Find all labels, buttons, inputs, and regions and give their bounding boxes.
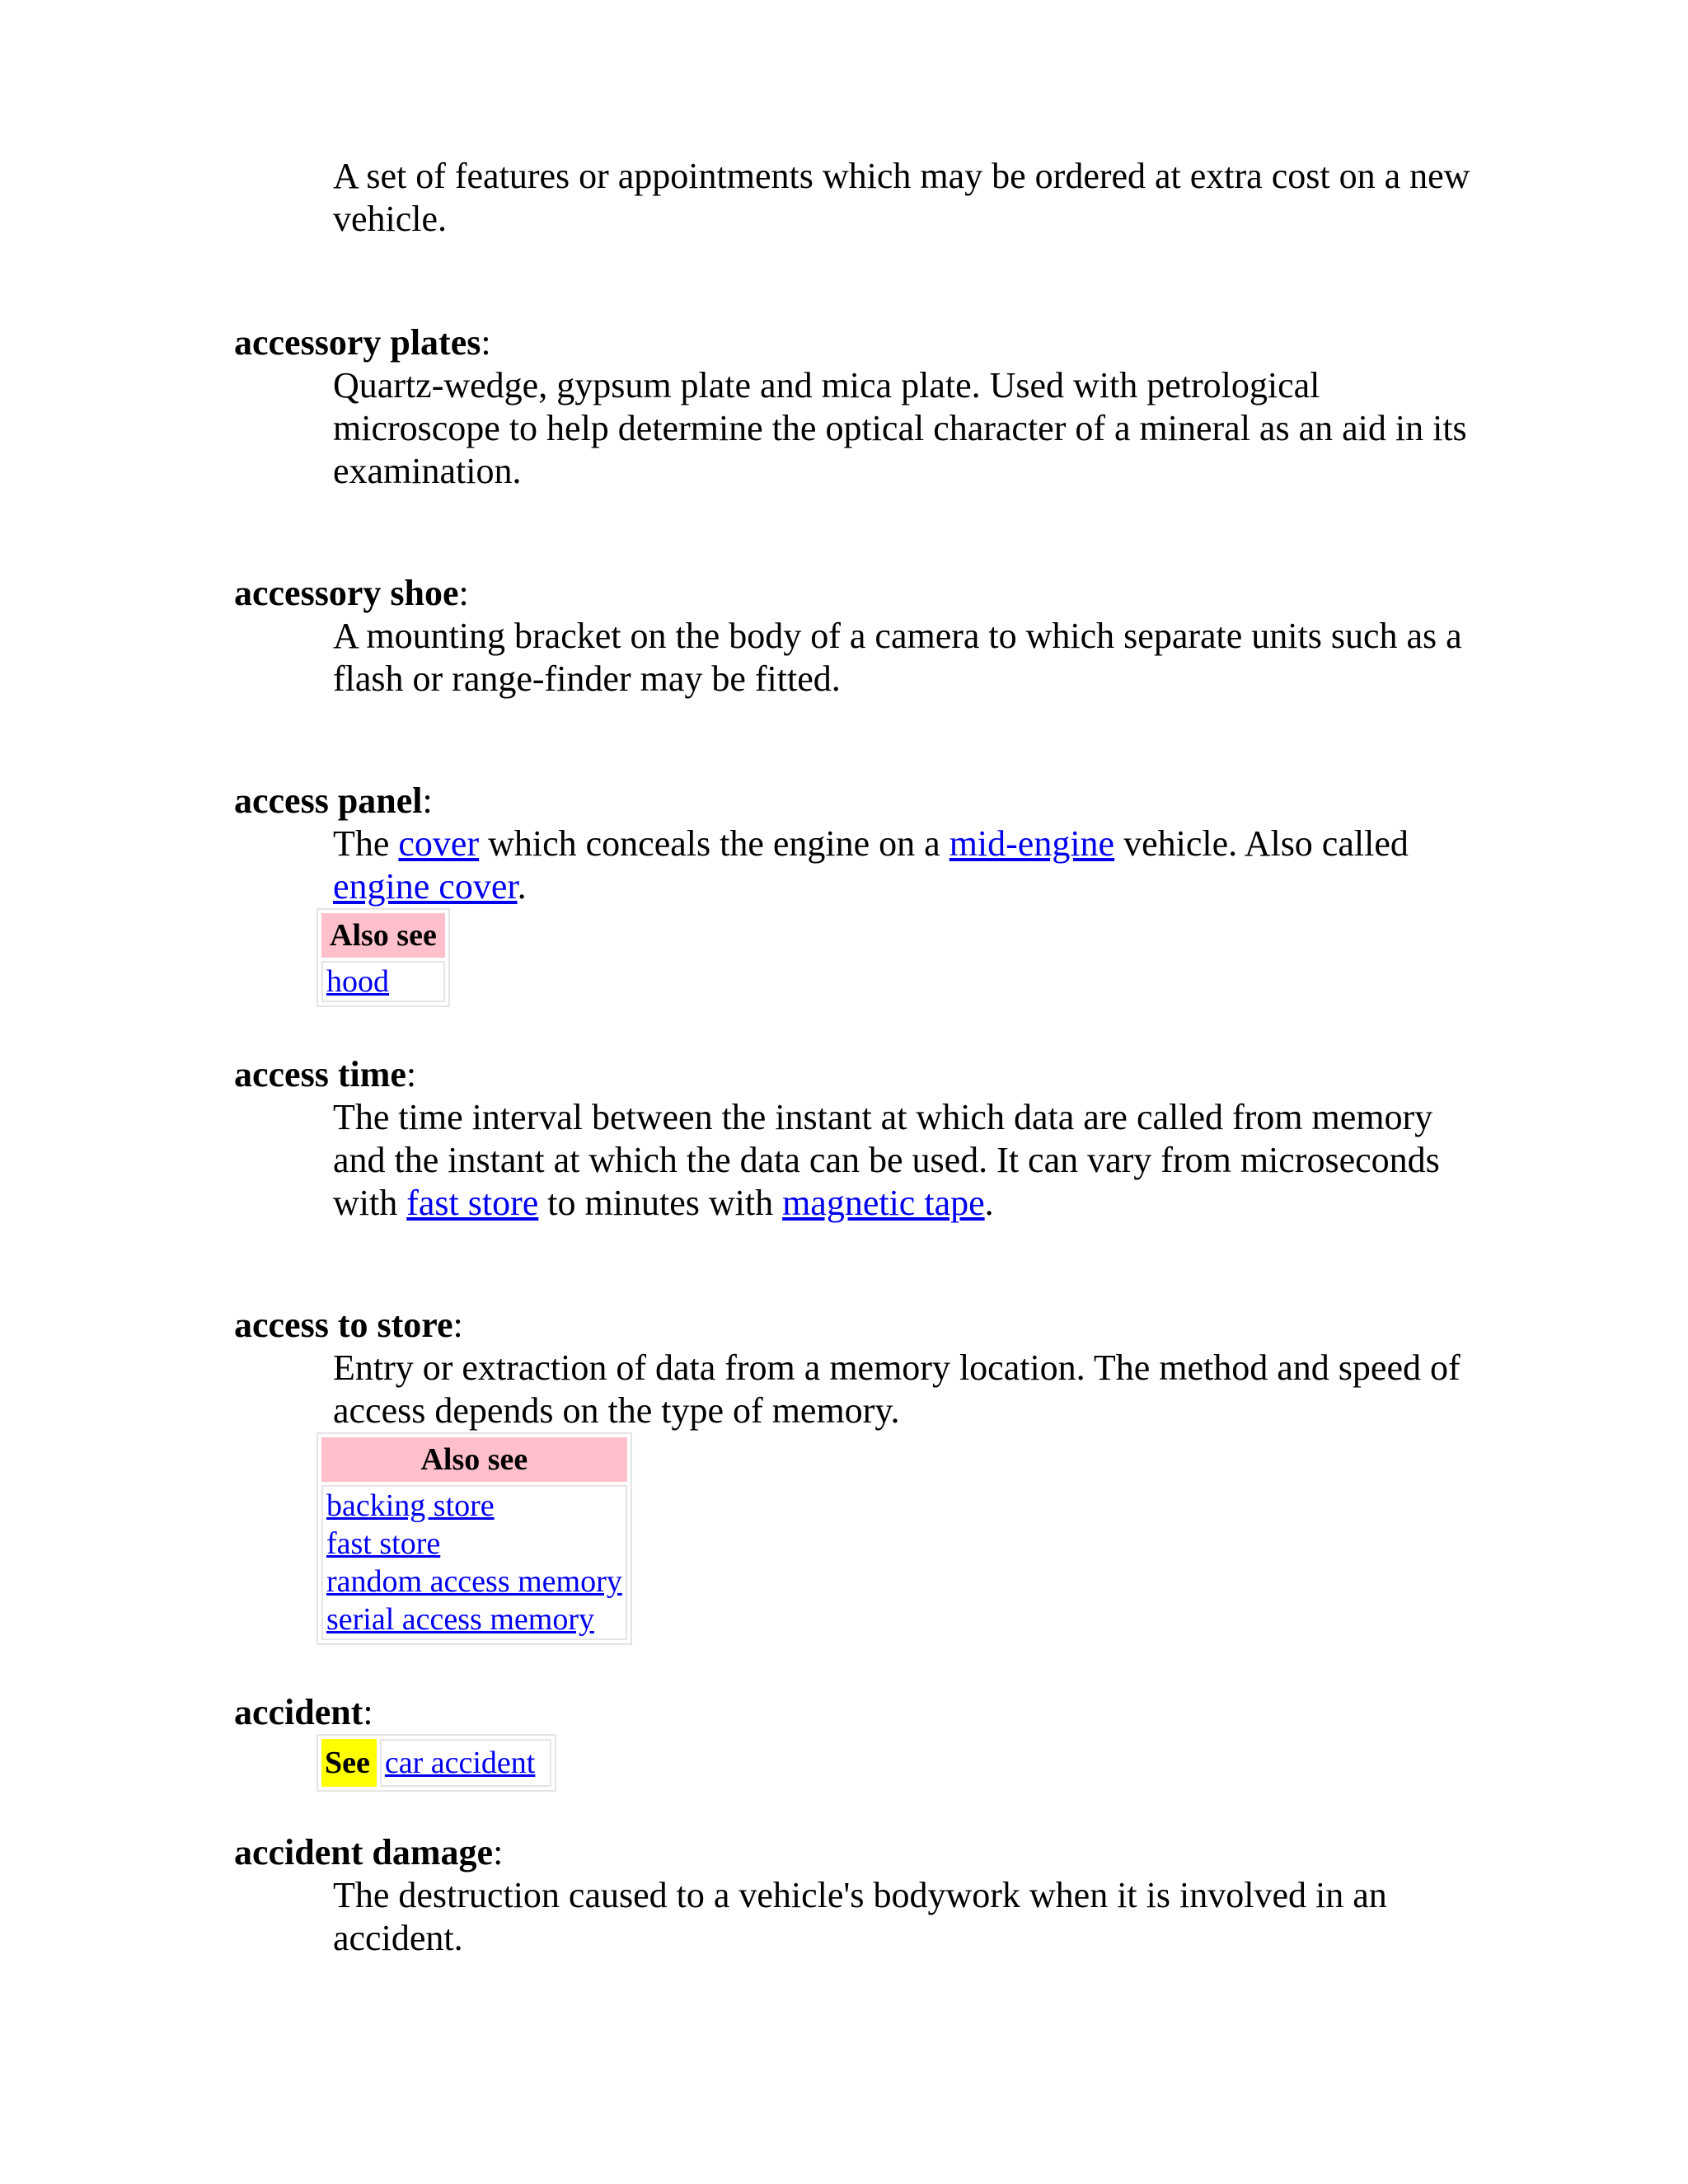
definition <box>333 364 1470 493</box>
glossary-entry <box>234 780 1470 1007</box>
definition <box>333 1096 1470 1225</box>
glossary-entry <box>234 1053 1470 1225</box>
definition <box>333 1874 1470 1960</box>
term-line: accessory shoe: <box>234 573 469 613</box>
also-see-list <box>321 961 445 1002</box>
definition-text: Entry or extraction of data from a memory location. The method and speed of access depends on the type of memory. <box>333 1347 1461 1431</box>
definition-text: The time interval between the instant at which data are called from memory and the instant at which the data can be used. It can vary from microseconds with <box>333 1097 1440 1223</box>
term: accessory shoe <box>234 573 459 613</box>
definition-text: to minutes with <box>538 1183 783 1223</box>
see-target-cell <box>380 1739 551 1787</box>
also-see-link-serial-access-memory[interactable]: serial access memory <box>326 1602 594 1637</box>
term-line: access time: <box>234 1054 417 1094</box>
also-see-header: Also see <box>321 913 445 958</box>
glossary-entry <box>234 1831 1470 1960</box>
see-label: See <box>321 1739 377 1787</box>
definition-text: The <box>333 823 399 864</box>
also-see-link-backing-store[interactable]: backing store <box>326 1488 495 1523</box>
glossary-entry <box>234 1304 1470 1645</box>
see-box <box>316 1734 556 1792</box>
also-see-box <box>316 908 450 1007</box>
definition <box>333 615 1470 701</box>
term-line: accident damage: <box>234 1832 504 1872</box>
term-line: access to store: <box>234 1305 463 1345</box>
term: accident <box>234 1692 363 1732</box>
link-mid-engine[interactable]: mid-engine <box>949 823 1115 864</box>
see-link-car-accident[interactable]: car accident <box>384 1746 536 1780</box>
link-magnetic-tape[interactable]: magnetic tape <box>782 1183 985 1223</box>
glossary-entry <box>234 1691 1470 1792</box>
also-see-link-random-access-memory[interactable]: random access memory <box>326 1564 622 1599</box>
also-see-box <box>316 1432 632 1645</box>
definition-text: which conceals the engine on a <box>479 823 950 864</box>
also-see-list <box>321 1485 627 1640</box>
glossary-entry <box>234 572 1470 701</box>
definition-text: The destruction caused to a vehicle's bodywork when it is involved in an accident. <box>333 1875 1387 1958</box>
glossary-entry <box>234 155 1470 241</box>
term-line: access panel: <box>234 780 433 821</box>
link-cover[interactable]: cover <box>398 823 480 864</box>
definition-text: . <box>517 866 527 907</box>
definition-text: Quartz-wedge, gypsum plate and mica plate. Used with petrological microscope to help determine the optical character of a mineral as an aid in its examination. <box>333 365 1467 491</box>
definition-text: . <box>984 1183 994 1223</box>
link-engine-cover[interactable]: engine cover <box>333 866 518 907</box>
glossary-entry <box>234 321 1470 493</box>
also-see-link-hood[interactable]: hood <box>326 964 389 999</box>
term: access panel <box>234 780 423 821</box>
definition-text: vehicle. Also called <box>1114 823 1409 864</box>
term: accident damage <box>234 1832 494 1872</box>
also-see-link-fast-store[interactable]: fast store <box>326 1526 441 1561</box>
term: accessory plates <box>234 322 481 363</box>
definition-text: A mounting bracket on the body of a camera to which separate units such as a flash or range-finder may be fitted. <box>333 616 1462 699</box>
term-line: accident: <box>234 1692 373 1732</box>
definition <box>333 1347 1470 1432</box>
term: access time <box>234 1054 406 1094</box>
also-see-header: Also see <box>321 1437 627 1482</box>
link-fast-store[interactable]: fast store <box>406 1183 539 1223</box>
definition <box>333 823 1470 908</box>
definition-text: A set of features or appointments which may be ordered at extra cost on a new vehicle. <box>333 156 1470 239</box>
term: access to store <box>234 1305 453 1345</box>
definition <box>333 155 1470 241</box>
term-line: accessory plates: <box>234 322 491 363</box>
